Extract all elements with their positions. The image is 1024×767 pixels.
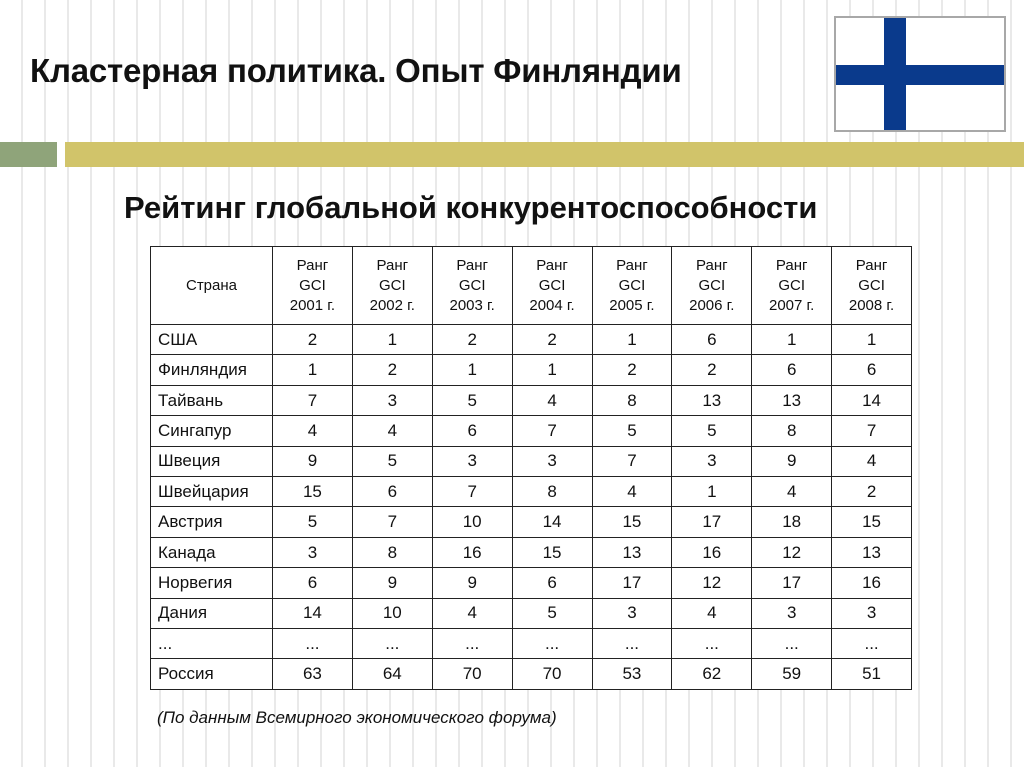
rank-cell: 6 bbox=[752, 355, 832, 385]
header-line: Ранг bbox=[616, 256, 648, 274]
rank-cell: 3 bbox=[432, 446, 512, 476]
table-row bbox=[151, 385, 912, 415]
rank-cell: 1 bbox=[832, 325, 912, 355]
rank-cell: 13 bbox=[752, 385, 832, 415]
rank-cell: 2 bbox=[672, 355, 752, 385]
header-line: 2005 г. bbox=[609, 296, 655, 314]
header-year-5 bbox=[672, 247, 752, 325]
gci-ranking-table bbox=[150, 246, 912, 690]
header-line: GCI bbox=[378, 276, 406, 294]
rank-cell: 4 bbox=[512, 385, 592, 415]
rank-cell: 9 bbox=[273, 446, 353, 476]
rank-cell: 8 bbox=[352, 537, 432, 567]
country-cell: Финляндия bbox=[151, 355, 273, 385]
header-line: Ранг bbox=[536, 256, 568, 274]
rank-cell: 12 bbox=[752, 537, 832, 567]
rank-cell: 9 bbox=[352, 568, 432, 598]
country-cell: Тайвань bbox=[151, 385, 273, 415]
rank-cell: 59 bbox=[752, 659, 832, 690]
country-cell: Норвегия bbox=[151, 568, 273, 598]
table-row bbox=[151, 537, 912, 567]
rank-cell: 3 bbox=[273, 537, 353, 567]
table-row bbox=[151, 416, 912, 446]
rank-cell: 6 bbox=[512, 568, 592, 598]
rank-cell: 5 bbox=[512, 598, 592, 628]
table-row bbox=[151, 568, 912, 598]
header-line: 2002 г. bbox=[369, 296, 415, 314]
table-row bbox=[151, 659, 912, 690]
rank-cell: 62 bbox=[672, 659, 752, 690]
rank-cell: ... bbox=[512, 629, 592, 659]
rank-cell: ... bbox=[432, 629, 512, 659]
header-line: 2001 г. bbox=[289, 296, 336, 314]
country-cell: ... bbox=[151, 629, 273, 659]
rank-cell: 4 bbox=[672, 598, 752, 628]
decorative-bar-left bbox=[0, 142, 57, 167]
rank-cell: 12 bbox=[672, 568, 752, 598]
header-line: GCI bbox=[458, 276, 486, 294]
table-heading: Рейтинг глобальной конкурентоспособности bbox=[124, 190, 818, 225]
header-line: GCI bbox=[858, 276, 885, 294]
rank-cell: 5 bbox=[432, 385, 512, 415]
header-line: GCI bbox=[778, 276, 806, 294]
rank-cell: 8 bbox=[512, 477, 592, 507]
header-line: 2003 г. bbox=[449, 296, 495, 314]
rank-cell: ... bbox=[273, 629, 353, 659]
table-row bbox=[151, 446, 912, 476]
rank-cell: 51 bbox=[832, 659, 912, 690]
rank-cell: 2 bbox=[832, 477, 912, 507]
rank-cell: 5 bbox=[592, 416, 672, 446]
rank-cell: 4 bbox=[592, 477, 672, 507]
rank-cell: 1 bbox=[512, 355, 592, 385]
rank-cell: 13 bbox=[592, 537, 672, 567]
rank-cell: 3 bbox=[352, 385, 432, 415]
rank-cell: 8 bbox=[752, 416, 832, 446]
rank-cell: 2 bbox=[432, 325, 512, 355]
rank-cell: 14 bbox=[832, 385, 912, 415]
country-cell: Швеция bbox=[151, 446, 273, 476]
country-cell: Сингапур bbox=[151, 416, 273, 446]
header-year-1 bbox=[352, 247, 432, 325]
rank-cell: 17 bbox=[592, 568, 672, 598]
gci-ranking-table-container bbox=[150, 246, 912, 690]
rank-cell: 63 bbox=[273, 659, 353, 690]
table-header-row bbox=[151, 247, 912, 325]
rank-cell: 5 bbox=[273, 507, 353, 537]
rank-cell: 5 bbox=[352, 446, 432, 476]
rank-cell: 13 bbox=[672, 385, 752, 415]
rank-cell: 4 bbox=[752, 477, 832, 507]
rank-cell: 5 bbox=[672, 416, 752, 446]
header-year-0 bbox=[273, 247, 353, 325]
header-year-6 bbox=[752, 247, 832, 325]
rank-cell: 53 bbox=[592, 659, 672, 690]
table-row bbox=[151, 477, 912, 507]
rank-cell: 14 bbox=[512, 507, 592, 537]
rank-cell: ... bbox=[752, 629, 832, 659]
rank-cell: 8 bbox=[592, 385, 672, 415]
rank-cell: ... bbox=[352, 629, 432, 659]
source-note: (По данным Всемирного экономического форума) bbox=[157, 708, 557, 727]
rank-cell: 1 bbox=[432, 355, 512, 385]
header-line: 2004 г. bbox=[529, 296, 575, 314]
rank-cell: ... bbox=[832, 629, 912, 659]
header-line: Ранг bbox=[696, 256, 728, 274]
country-cell: Дания bbox=[151, 598, 273, 628]
rank-cell: 9 bbox=[432, 568, 512, 598]
rank-cell: 7 bbox=[592, 446, 672, 476]
table-row bbox=[151, 325, 912, 355]
country-cell: Канада bbox=[151, 537, 273, 567]
rank-cell: 7 bbox=[352, 507, 432, 537]
rank-cell: 7 bbox=[832, 416, 912, 446]
rank-cell: 1 bbox=[592, 325, 672, 355]
header-year-7 bbox=[832, 247, 912, 325]
rank-cell: 16 bbox=[672, 537, 752, 567]
header-year-4 bbox=[592, 247, 672, 325]
slide-title: Кластерная политика. Опыт Финляндии bbox=[30, 52, 682, 89]
country-cell: Россия bbox=[151, 659, 273, 690]
rank-cell: 15 bbox=[512, 537, 592, 567]
finland-flag-image bbox=[834, 16, 1006, 132]
table-row bbox=[151, 598, 912, 628]
rank-cell: 4 bbox=[832, 446, 912, 476]
rank-cell: 1 bbox=[752, 325, 832, 355]
header-line: 2007 г. bbox=[769, 296, 815, 314]
header-line: Ранг bbox=[855, 256, 888, 274]
rank-cell: ... bbox=[592, 629, 672, 659]
rank-cell: 13 bbox=[832, 537, 912, 567]
header-line: GCI bbox=[538, 276, 566, 294]
rank-cell: 17 bbox=[672, 507, 752, 537]
rank-cell: 3 bbox=[672, 446, 752, 476]
country-cell: Швейцария bbox=[151, 477, 273, 507]
rank-cell: 2 bbox=[512, 325, 592, 355]
rank-cell: 9 bbox=[752, 446, 832, 476]
rank-cell: 70 bbox=[512, 659, 592, 690]
rank-cell: 15 bbox=[832, 507, 912, 537]
header-line: Ранг bbox=[296, 256, 329, 274]
rank-cell: 17 bbox=[752, 568, 832, 598]
rank-cell: 3 bbox=[832, 598, 912, 628]
rank-cell: 6 bbox=[432, 416, 512, 446]
rank-cell: 16 bbox=[432, 537, 512, 567]
rank-cell: 6 bbox=[273, 568, 353, 598]
rank-cell: 7 bbox=[512, 416, 592, 446]
rank-cell: 7 bbox=[432, 477, 512, 507]
header-line: GCI bbox=[698, 276, 726, 294]
rank-cell: 64 bbox=[352, 659, 432, 690]
rank-cell: 16 bbox=[832, 568, 912, 598]
header-year-3 bbox=[512, 247, 592, 325]
rank-cell: ... bbox=[672, 629, 752, 659]
rank-cell: 2 bbox=[352, 355, 432, 385]
rank-cell: 1 bbox=[273, 355, 353, 385]
rank-cell: 2 bbox=[273, 325, 353, 355]
header-country: Страна bbox=[151, 247, 273, 325]
header-line: 2008 г. bbox=[848, 296, 895, 314]
rank-cell: 10 bbox=[432, 507, 512, 537]
rank-cell: 6 bbox=[352, 477, 432, 507]
header-line: Ранг bbox=[376, 256, 409, 274]
rank-cell: 3 bbox=[592, 598, 672, 628]
rank-cell: 6 bbox=[672, 325, 752, 355]
header-line: Ранг bbox=[775, 256, 808, 274]
rank-cell: 15 bbox=[273, 477, 353, 507]
header-line: GCI bbox=[618, 276, 646, 294]
header-line: Ранг bbox=[456, 256, 488, 274]
rank-cell: 18 bbox=[752, 507, 832, 537]
header-line: GCI bbox=[299, 276, 326, 294]
rank-cell: 70 bbox=[432, 659, 512, 690]
rank-cell: 6 bbox=[832, 355, 912, 385]
rank-cell: 1 bbox=[352, 325, 432, 355]
table-row bbox=[151, 355, 912, 385]
rank-cell: 14 bbox=[273, 598, 353, 628]
rank-cell: 3 bbox=[512, 446, 592, 476]
country-cell: США bbox=[151, 325, 273, 355]
header-line: 2006 г. bbox=[689, 296, 735, 314]
rank-cell: 10 bbox=[352, 598, 432, 628]
rank-cell: 2 bbox=[592, 355, 672, 385]
table-row bbox=[151, 629, 912, 659]
rank-cell: 4 bbox=[432, 598, 512, 628]
flag-cross-horizontal bbox=[836, 65, 1004, 85]
rank-cell: 7 bbox=[273, 385, 353, 415]
rank-cell: 4 bbox=[352, 416, 432, 446]
country-cell: Австрия bbox=[151, 507, 273, 537]
rank-cell: 15 bbox=[592, 507, 672, 537]
rank-cell: 4 bbox=[273, 416, 353, 446]
rank-cell: 3 bbox=[752, 598, 832, 628]
decorative-bar-right bbox=[65, 142, 1024, 167]
header-year-2 bbox=[432, 247, 512, 325]
rank-cell: 1 bbox=[672, 477, 752, 507]
table-row bbox=[151, 507, 912, 537]
